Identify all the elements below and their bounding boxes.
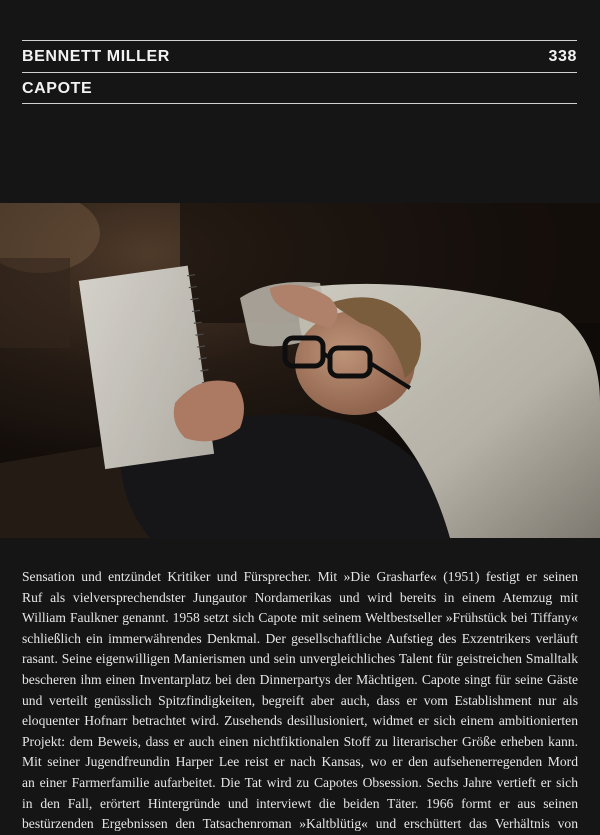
body-line: schließlich ein immerwährendes Denkmal. Der gesellschaftliche Aufstieg des Exzentrikers verläuft: [22, 630, 578, 646]
body-line: und verteilt genüsslich Spitzfindigkeiten, begreift aber auch, dass er vom Establishment nur als: [22, 692, 578, 708]
film-still-photo: [0, 203, 600, 538]
header-rule-top: [22, 40, 577, 41]
body-line: eloquenter Hofnarr betrachtet wird. Zusehends desillusioniert, widmet er sich einem ambitionierten: [22, 713, 578, 729]
film-title: CAPOTE: [22, 80, 93, 97]
director-name: BENNETT MILLER: [22, 48, 170, 65]
body-line: bestürzenden Ergebnissen den Tatsachenroman »Kaltblütig« und erschüttert das Verhältnis von: [22, 816, 578, 832]
body-line: Projekt: dem Beweis, dass er auch einen nichtfiktionalen Stoff zu literarischer Größe erheben kann.: [22, 733, 578, 749]
body-line: an einer Farmerfamilie aufarbeitet. Die Tat wird zu Capotes Obsession. Sechs Jahre vertieft er sich: [22, 774, 578, 790]
page-number: 338: [548, 48, 577, 65]
body-line: rasant. Seine eigenwilligen Manierismen und sein unvergleichliches Talent für geistreichen Smalltalk: [22, 651, 578, 667]
body-line: Sensation und entzündet Kritiker und Fürsprecher. Mit »Die Grasharfe« (1951) festigt er seinen: [22, 569, 578, 584]
body-line: Mit seiner Jugendfreundin Harper Lee reist er nach Kansas, wo er den aufsehenerregenden Mord: [22, 754, 578, 770]
article-body: [22, 567, 578, 835]
body-line: bescheren ihm einen Inventarplatz bei den Dinnerpartys der Mächtigen. Capote singt für seine Gäste: [22, 671, 578, 687]
film-still-illustration: [0, 203, 600, 538]
body-line: William Faulkner genannt. 1958 setzt sich Capote mit seinem Weltbestseller »Frühstück bei Tiffany«: [22, 610, 578, 626]
header-rule-middle: [22, 72, 577, 73]
body-line: Ruf als vielversprechendster Jungautor Nordamerikas und wird bereits in einem Atemzug mit: [22, 589, 578, 605]
header-rule-bottom: [22, 103, 577, 104]
body-line: in den Fall, erörtert Hintergründe und interviewt die beiden Täter. 1966 formt er aus seinen: [22, 795, 578, 811]
